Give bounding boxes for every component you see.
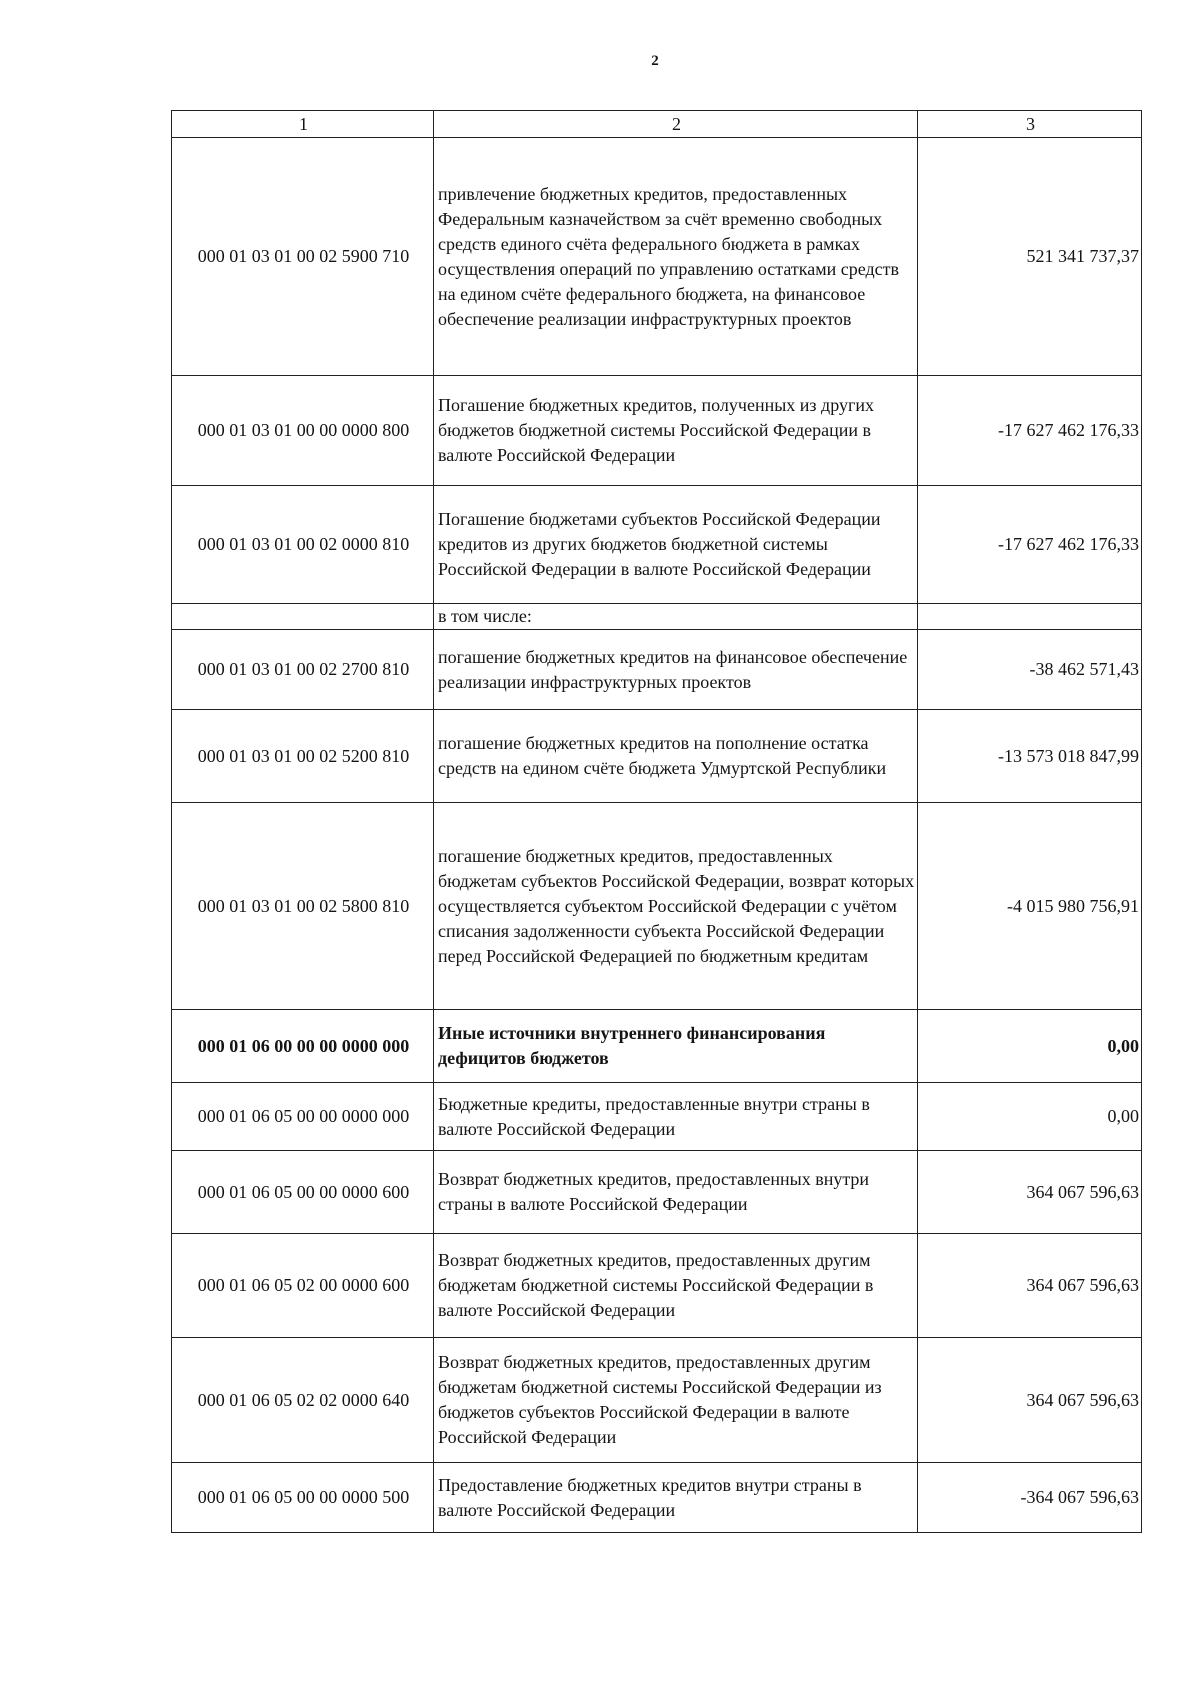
table-header-row	[172, 111, 1142, 138]
column-header: 1	[172, 111, 434, 138]
row-description: Погашение бюджетами субъектов Российской Федерации кредитов из других бюджетов бюджетной системы Российской Федерации в валюте Российской Федерации	[434, 486, 918, 604]
budget-code: 000 01 03 01 00 00 0000 800	[172, 376, 434, 486]
budget-code: 000 01 03 01 00 02 2700 810	[172, 630, 434, 710]
budget-code	[172, 604, 434, 630]
row-amount: 364 067 596,63	[918, 1151, 1142, 1234]
table-row	[172, 1083, 1142, 1151]
table-row	[172, 604, 1142, 630]
table-row	[172, 1338, 1142, 1463]
budget-code: 000 01 03 01 00 02 5800 810	[172, 803, 434, 1010]
table-row	[172, 376, 1142, 486]
table-row	[172, 486, 1142, 604]
budget-code: 000 01 06 05 02 02 0000 640	[172, 1338, 434, 1463]
budget-code: 000 01 03 01 00 02 5200 810	[172, 710, 434, 803]
budget-code: 000 01 06 05 00 00 0000 500	[172, 1463, 434, 1533]
budget-code: 000 01 06 05 00 00 0000 000	[172, 1083, 434, 1151]
column-header: 2	[434, 111, 918, 138]
row-amount: -17 627 462 176,33	[918, 376, 1142, 486]
row-description: Бюджетные кредиты, предоставленные внутри страны в валюте Российской Федерации	[434, 1083, 918, 1151]
table-row-section	[172, 1010, 1142, 1083]
row-description: в том числе:	[434, 604, 918, 630]
budget-sources-table	[171, 110, 1142, 1533]
table-row	[172, 138, 1142, 376]
row-amount: -17 627 462 176,33	[918, 486, 1142, 604]
column-header: 3	[918, 111, 1142, 138]
row-amount: 0,00	[918, 1083, 1142, 1151]
budget-code: 000 01 06 05 00 00 0000 600	[172, 1151, 434, 1234]
table-row	[172, 1463, 1142, 1533]
row-amount: 364 067 596,63	[918, 1338, 1142, 1463]
row-amount: 0,00	[918, 1010, 1142, 1083]
row-description: Погашение бюджетных кредитов, полученных из других бюджетов бюджетной системы Российской Федерации в валюте Российской Федерации	[434, 376, 918, 486]
row-description: Возврат бюджетных кредитов, предоставленных внутри страны в валюте Российской Федерации	[434, 1151, 918, 1234]
table-row	[172, 710, 1142, 803]
budget-code: 000 01 03 01 00 02 0000 810	[172, 486, 434, 604]
row-description: погашение бюджетных кредитов на финансовое обеспечение реализации инфраструктурных проектов	[434, 630, 918, 710]
row-amount: -13 573 018 847,99	[918, 710, 1142, 803]
row-amount: 521 341 737,37	[918, 138, 1142, 376]
row-description: Иные источники внутреннего финансирования дефицитов бюджетов	[434, 1010, 918, 1083]
table-row	[172, 1234, 1142, 1338]
row-description: погашение бюджетных кредитов, предоставленных бюджетам субъектов Российской Федерации, возврат которых осуществляется субъектом Российской Федерации с учётом списания задолженности субъекта Российской Федерации перед Российской Федерацией по бюджетным кредитам	[434, 803, 918, 1010]
budget-code: 000 01 06 00 00 00 0000 000	[172, 1010, 434, 1083]
table-row	[172, 1151, 1142, 1234]
row-description: Возврат бюджетных кредитов, предоставленных другим бюджетам бюджетной системы Российской Федерации в валюте Российской Федерации	[434, 1234, 918, 1338]
row-description: Возврат бюджетных кредитов, предоставленных другим бюджетам бюджетной системы Российской Федерации из бюджетов субъектов Российской Федерации в валюте Российской Федерации	[434, 1338, 918, 1463]
row-amount: -4 015 980 756,91	[918, 803, 1142, 1010]
row-amount	[918, 604, 1142, 630]
budget-code: 000 01 06 05 02 00 0000 600	[172, 1234, 434, 1338]
row-amount: -364 067 596,63	[918, 1463, 1142, 1533]
row-description: Предоставление бюджетных кредитов внутри страны в валюте Российской Федерации	[434, 1463, 918, 1533]
row-amount: -38 462 571,43	[918, 630, 1142, 710]
budget-code: 000 01 03 01 00 02 5900 710	[172, 138, 434, 376]
table-row	[172, 630, 1142, 710]
row-description: привлечение бюджетных кредитов, предоставленных Федеральным казначейством за счёт временно свободных средств единого счёта федерального бюджета в рамках осуществления операций по управлению остатками средств на едином счёте федерального бюджета, на финансовое обеспечение реализации инфраструктурных проектов	[434, 138, 918, 376]
table-row	[172, 803, 1142, 1010]
row-description: погашение бюджетных кредитов на пополнение остатка средств на едином счёте бюджета Удмуртской Республики	[434, 710, 918, 803]
page-number: 2	[651, 53, 659, 69]
row-amount: 364 067 596,63	[918, 1234, 1142, 1338]
